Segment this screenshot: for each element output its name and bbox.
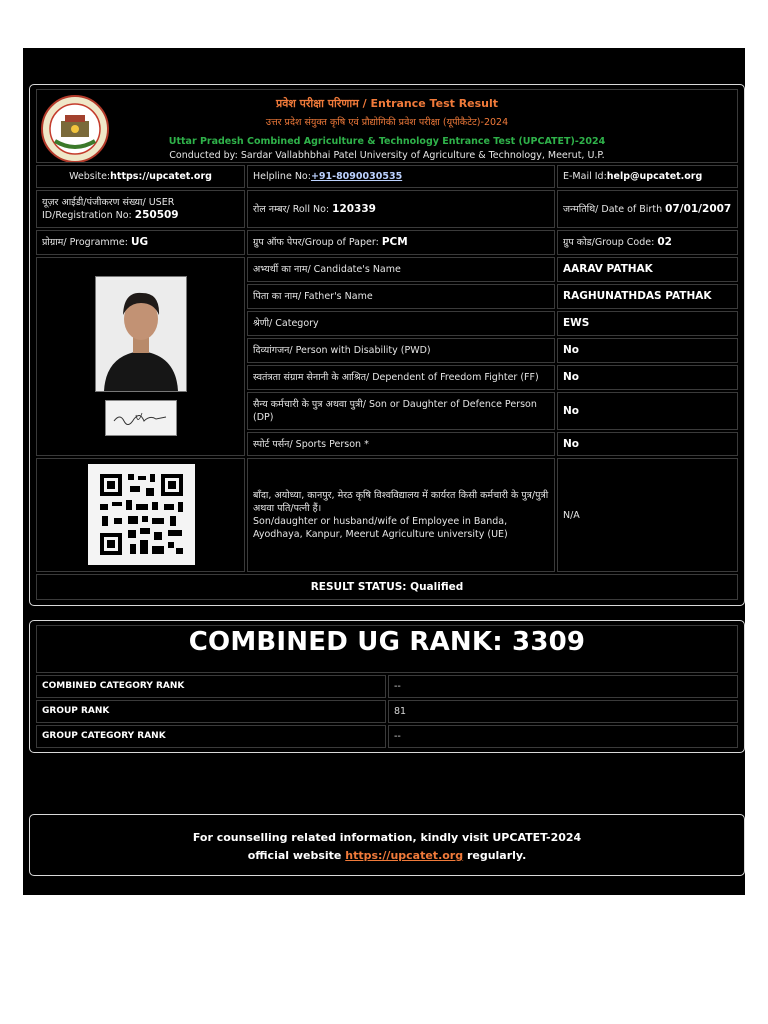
candidate-signature bbox=[105, 400, 177, 436]
employee-label-english: Son/daughter or husband/wife of Employee in Banda, Ayodhaya, Kanpur, Meerut Agriculture university (UE) bbox=[253, 516, 508, 540]
detail-label-ff: स्वतंत्रता संग्राम सेनानी के आश्रित/ Dependent of Freedom Fighter (FF) bbox=[247, 365, 555, 390]
roll-no-value: 120339 bbox=[332, 202, 376, 215]
employee-label-cell bbox=[247, 458, 555, 572]
footer-website-link[interactable]: https://upcatet.org bbox=[345, 849, 464, 862]
paper-cell: ग्रुप ऑफ पेपर/Group of Paper: PCM bbox=[247, 230, 555, 255]
detail-value-ff: No bbox=[557, 365, 738, 390]
qr-code bbox=[88, 464, 195, 565]
detail-label-category: श्रेणी/ Category bbox=[247, 311, 555, 336]
rank-label-combined-category: COMBINED CATEGORY RANK bbox=[36, 675, 386, 698]
subtitle-hindi: उत्तर प्रदेश संयुक्त कृषि एवं प्रौद्योगिकी प्रवेश परीक्षा (यूपीकैटेट)-2024 bbox=[265, 117, 509, 128]
rank-value-combined-category: -- bbox=[388, 675, 738, 698]
qr-code-icon bbox=[88, 464, 195, 565]
email-cell: E-Mail Id: help@upcatet.org bbox=[557, 165, 738, 188]
detail-value-name: AARAV PATHAK bbox=[557, 257, 738, 282]
title-english: Entrance Test Result bbox=[370, 97, 499, 110]
rank-label-group-category: GROUP CATEGORY RANK bbox=[36, 725, 386, 748]
programme-cell: प्रोग्राम/ Programme: UG bbox=[36, 230, 245, 255]
rank-label-group: GROUP RANK bbox=[36, 700, 386, 723]
photo-cell bbox=[36, 257, 245, 456]
programme-value: UG bbox=[131, 236, 149, 248]
paper-value: PCM bbox=[381, 236, 408, 248]
detail-value-category: EWS bbox=[557, 311, 738, 336]
result-status: RESULT STATUS: Qualified bbox=[36, 574, 738, 600]
email-link[interactable]: help@upcatet.org bbox=[606, 171, 703, 182]
user-id-value: 250509 bbox=[134, 209, 179, 221]
detail-value-pwd: No bbox=[557, 338, 738, 363]
result-sheet bbox=[23, 48, 745, 895]
website-link[interactable]: https://upcatet.org bbox=[110, 171, 212, 182]
rank-value-group: 81 bbox=[388, 700, 738, 723]
signature-icon bbox=[106, 401, 176, 435]
website-cell: Website: https://upcatet.org bbox=[36, 165, 245, 188]
roll-no-cell: रोल नम्बर/ Roll No: 120339 bbox=[247, 190, 555, 228]
detail-label-pwd: दिव्यांगजन/ Person with Disability (PWD) bbox=[247, 338, 555, 363]
footer-line-2: official website https://upcatet.org regularly. bbox=[247, 849, 527, 862]
qr-cell bbox=[36, 458, 245, 572]
detail-value-father: RAGHUNATHDAS PATHAK bbox=[557, 284, 738, 309]
conducted-by: Conducted by: Sardar Vallabhbhai Patel University of Agriculture & Technology, Meerut, U.P. bbox=[169, 150, 605, 161]
helpline-link[interactable]: +91-8090030535 bbox=[310, 171, 403, 182]
detail-label-sports: स्पोर्ट पर्सन/ Sports Person * bbox=[247, 432, 555, 456]
user-id-label: यूज़र आईडी/पंजीकरण संख्या/ USER ID/Registration No: bbox=[42, 197, 175, 221]
rank-value-group-category: -- bbox=[388, 725, 738, 748]
dob-cell: जन्मतिथि/ Date of Birth 07/01/2007 bbox=[557, 190, 738, 228]
detail-label-name: अभ्यर्थी का नाम/ Candidate's Name bbox=[247, 257, 555, 282]
rank-title-cell bbox=[36, 625, 738, 673]
footer-card bbox=[29, 814, 745, 876]
subtitle-english: Uttar Pradesh Combined Agriculture & Technology Entrance Test (UPCATET)-2024 bbox=[168, 136, 606, 147]
result-card bbox=[29, 84, 745, 606]
helpline-cell: Helpline No: +91-8090030535 bbox=[247, 165, 555, 188]
detail-value-sports: No bbox=[557, 432, 738, 456]
group-code-cell: ग्रुप कोड/Group Code: 02 bbox=[557, 230, 738, 255]
candidate-portrait-icon bbox=[96, 277, 186, 391]
detail-label-dp: सैन्य कर्मचारी के पुत्र अथवा पुत्री/ Son or Daughter of Defence Person (DP) bbox=[247, 392, 555, 430]
group-code-value: 02 bbox=[657, 236, 672, 248]
detail-label-father: पिता का नाम/ Father's Name bbox=[247, 284, 555, 309]
title-hindi: प्रवेश परीक्षा परिणाम bbox=[275, 97, 359, 110]
user-id-cell bbox=[36, 190, 245, 228]
employee-value: N/A bbox=[557, 458, 738, 572]
detail-value-dp: No bbox=[557, 392, 738, 430]
dob-value: 07/01/2007 bbox=[665, 202, 732, 215]
combined-ug-rank: COMBINED UG RANK: 3309 bbox=[188, 627, 586, 657]
candidate-photo bbox=[95, 276, 187, 392]
header-block: प्रवेश परीक्षा परिणाम / Entrance Test Result उत्तर प्रदेश संयुक्त कृषि एवं प्रौद्योगिकी प्रवेश परीक्षा (यूपीकैटेट)-2024 Uttar Pradesh Combined Agriculture & Technology Entrance Test (UPCATET)-2024 Conducted by: Sardar Vallabhbhai Patel University of Agriculture & Technology, Meerut, U.P. bbox=[36, 89, 738, 163]
employee-label-hindi: बाँदा, अयोध्या, कानपुर, मेरठ कृषि विश्वविद्यालय में कार्यरत किसी कर्मचारी के पुत्र/पुत्री अथवा पति/पत्नी हैं। bbox=[253, 490, 549, 514]
footer-line-1: For counselling related information, kindly visit UPCATET-2024 bbox=[192, 831, 582, 844]
rank-card bbox=[29, 620, 745, 753]
